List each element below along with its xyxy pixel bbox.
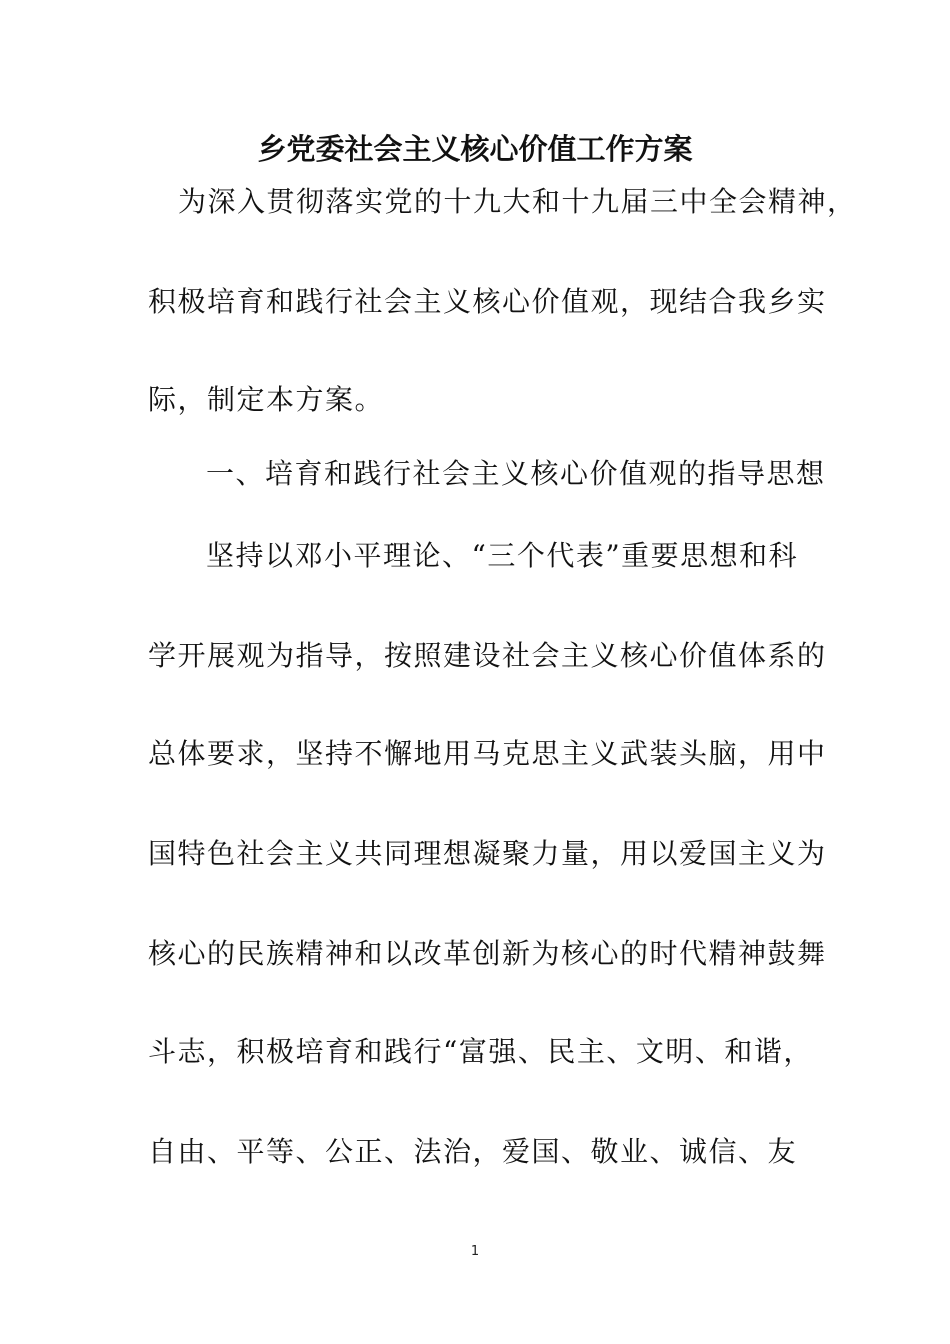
paragraph-line: 斗志，积极培育和践行“富强、民主、文明、和谐， xyxy=(148,1035,813,1068)
paragraph-line: 坚持以邓小平理论、“三个代表”重要思想和科 xyxy=(206,539,799,572)
paragraph-line: 国特色社会主义共同理想凝聚力量，用以爱国主义为 xyxy=(148,837,827,870)
paragraph-line: 学开展观为指导，按照建设社会主义核心价值体系的 xyxy=(148,639,827,672)
document-title: 乡党委社会主义核心价值工作方案 xyxy=(257,132,693,166)
paragraph-line: 积极培育和践行社会主义核心价值观，现结合我乡实 xyxy=(148,285,827,318)
paragraph-line: 自由、平等、公正、法治，爱国、敬业、诚信、友 xyxy=(148,1135,798,1168)
paragraph-line: 核心的民族精神和以改革创新为核心的时代精神鼓舞 xyxy=(148,937,827,970)
paragraph-line: 际，制定本方案。 xyxy=(148,383,385,416)
section-heading: 一、培育和践行社会主义核心价值观的指导思想 xyxy=(206,457,826,490)
paragraph-line: 为深入贯彻落实党的十九大和十九届三中全会精神， xyxy=(178,185,857,218)
page-number: 1 xyxy=(470,1244,480,1259)
paragraph-line: 总体要求，坚持不懈地用马克思主义武装头脑，用中 xyxy=(148,737,827,770)
